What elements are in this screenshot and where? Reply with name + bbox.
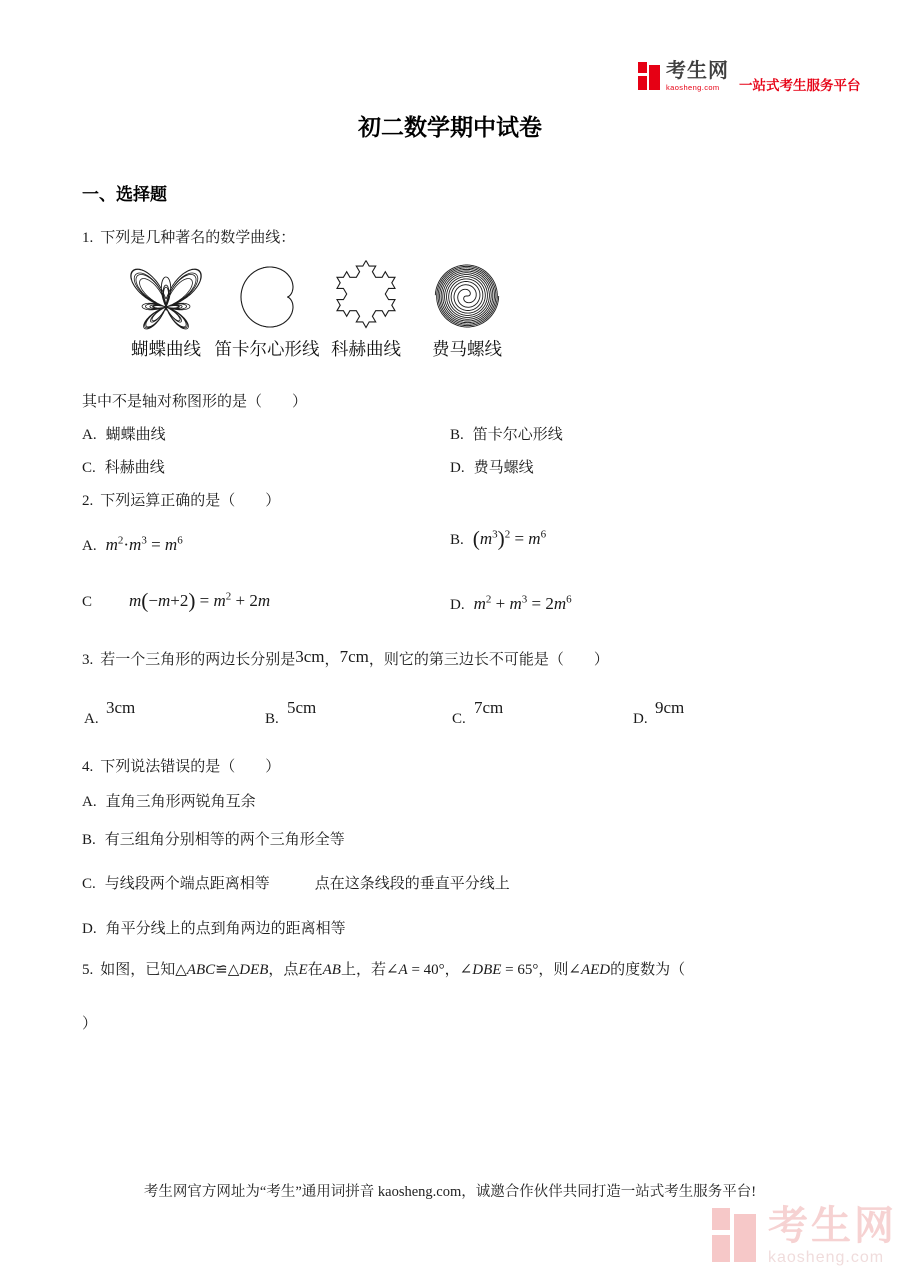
option-text: 有三组角分别相等的两个三角形全等: [104, 832, 345, 848]
option-label: D.: [450, 460, 465, 476]
option-text: 7cm: [474, 698, 504, 717]
formula: $m^2\cdot m^3 = m^6$: [105, 534, 183, 554]
option-label: B.: [265, 711, 279, 727]
q1-option-a: [82, 425, 166, 445]
q4-option-d: [82, 919, 346, 939]
q3-option-b: [265, 698, 375, 728]
watermark-text-block: [768, 1206, 897, 1267]
option-label: D.: [82, 921, 97, 937]
curve-label-fermat: 费马螺线: [432, 339, 502, 359]
q3-stem-b: ，则它的第三边长不可能是（ ）: [368, 652, 609, 668]
curve-label-butterfly: 蝴蝶曲线: [131, 339, 201, 359]
option-label: A.: [82, 537, 97, 554]
q3-separator: ，: [324, 652, 340, 668]
q2-option-b: [450, 524, 546, 553]
option-label: B.: [450, 427, 464, 443]
section-heading: 一、选择题: [82, 185, 167, 204]
option-text: 9cm: [655, 698, 685, 717]
option-text: 与线段两个端点距离相等 点在这条线段的垂直平分线上: [104, 876, 510, 892]
option-text: 费马螺线: [473, 460, 534, 476]
q5-stem-continuation: ）: [82, 1016, 98, 1032]
q2-option-a: [82, 533, 183, 557]
option-label: D.: [633, 711, 648, 727]
q1-option-d: [450, 458, 534, 478]
q1-stem2-line: 其中不是轴对称图形的是（ ）: [82, 394, 308, 410]
q2-stem: 下列运算正确的是（ ）: [100, 493, 281, 509]
option-text: 5cm: [287, 698, 317, 717]
formula: $m(-m+2) = m^2 + 2m$: [129, 588, 271, 612]
q4-option-c: [82, 874, 510, 894]
option-label: B.: [450, 531, 464, 548]
q2-option-d: [450, 592, 572, 616]
option-text: 科赫曲线: [104, 460, 165, 476]
q4-option-b: [82, 830, 345, 850]
q1-stem-line: [82, 228, 295, 248]
option-label: A.: [84, 711, 99, 727]
option-label: C.: [452, 711, 466, 727]
q2-number: 2.: [82, 493, 94, 509]
q4-stem: 下列说法错误的是（ ）: [100, 759, 281, 775]
option-text: 蝴蝶曲线: [105, 427, 166, 443]
watermark-brand-domain: kaosheng.com: [768, 1249, 885, 1266]
q2-stem-line: [82, 491, 280, 511]
q1-option-c: [82, 458, 165, 478]
kaosheng-logo: [638, 61, 861, 94]
q3-option-a: [84, 698, 194, 728]
q3-number: 3.: [82, 652, 94, 668]
logo-text-block: [666, 61, 729, 92]
logo-brand-name: 考生网: [666, 60, 729, 82]
watermark-brand-name: 考生网: [768, 1204, 897, 1248]
q4-stem-line: [82, 757, 280, 777]
q1-option-b: [450, 425, 563, 445]
q4-number: 4.: [82, 759, 94, 775]
q5-stem: 如图，已知△ABC≌△DEB，点E在AB上，若∠A = 40°，∠DBE = 65°，则∠AED的度数为（: [100, 962, 686, 978]
q3-stem-a: 若一个三角形的两边长分别是: [100, 652, 296, 668]
option-label: B.: [82, 832, 96, 848]
curve-label-koch: 科赫曲线: [331, 339, 401, 359]
option-label: C.: [82, 460, 96, 476]
q3-length-2: 7cm: [339, 647, 369, 666]
option-text: 3cm: [106, 698, 136, 717]
q5-stem-line: [82, 960, 685, 980]
koch-snowflake-figure: [336, 258, 396, 330]
option-text: 角平分线上的点到角两边的距离相等: [105, 921, 346, 937]
option-label: A.: [82, 427, 97, 443]
option-text: 直角三角形两锐角互余: [105, 794, 256, 810]
q5-number: 5.: [82, 962, 94, 978]
curve-label-cardioid: 笛卡尔心形线: [214, 339, 320, 359]
footer-text: 考生网官方网址为“考生”通用词拼音 kaosheng.com，诚邀合作伙伴共同打造一站式考生服务平台!: [143, 1184, 757, 1200]
fermat-spiral-figure: [432, 264, 502, 328]
option-label: A.: [82, 794, 97, 810]
logo-brand-domain: kaosheng.com: [666, 83, 720, 92]
option-text: 笛卡尔心形线: [472, 427, 563, 443]
option-label: C.: [82, 876, 96, 892]
butterfly-curve-figure: [125, 268, 207, 330]
cardioid-curve-figure: [236, 266, 298, 328]
kaosheng-watermark-icon: [712, 1206, 760, 1264]
kaosheng-logo-icon: [638, 61, 662, 91]
formula: $(m^3)^2 = m^6$: [472, 526, 547, 550]
option-label: D.: [450, 596, 465, 613]
q4-option-a: [82, 792, 256, 812]
q1-number: 1.: [82, 230, 94, 246]
option-label: C: [82, 593, 93, 610]
q1-stem: 下列是几种著名的数学曲线：: [100, 230, 296, 246]
logo-tagline: 一站式考生服务平台: [739, 78, 861, 93]
formula: $m^2 + m^3 = 2m^6$: [473, 593, 572, 613]
q3-stem-line: [82, 648, 609, 671]
q2-option-c: [82, 586, 270, 615]
q3-option-d: [633, 698, 743, 728]
q3-option-c: [452, 698, 562, 728]
kaosheng-watermark: [712, 1206, 897, 1267]
page-title: 初二数学期中试卷: [358, 114, 542, 140]
q3-length-1: 3cm: [295, 647, 325, 666]
